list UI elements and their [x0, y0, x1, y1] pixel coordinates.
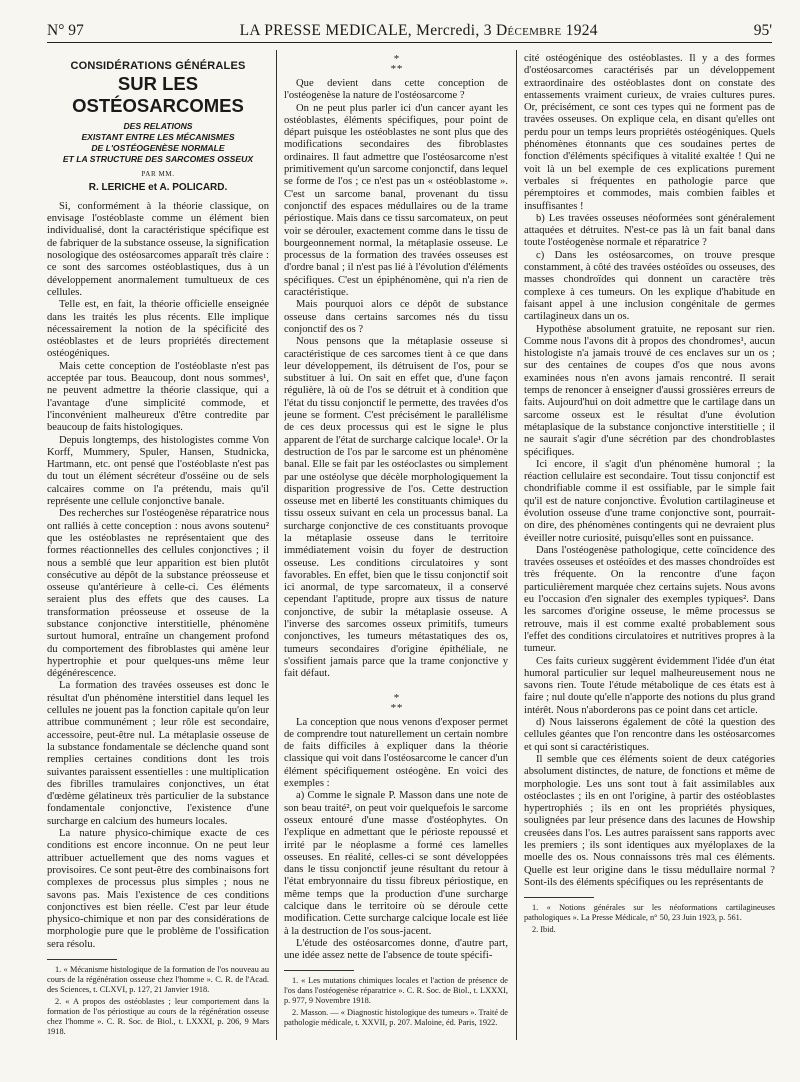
- footnote-rule: [47, 959, 117, 960]
- footnote: 2. « A propos des ostéoblastes ; leur comportement dans la formation de l'os périostique au cours de la régénération osseuse chez l'homme ». C. R. Soc. de Biol., t. LXXXI, p. 206, 9 Mars 1918.: [47, 997, 269, 1036]
- paragraph: cité ostéogénique des ostéoblastes. Il y a des formes d'ostéosarcomes caractérisés par un développement extraordinaire des ostéoblastes dont on constate des entassements vraiment curieux, de vraies cultures pures. Or, précisément, ce sont ces types qui ne forment pas de travées osseuses. On explique cela, en disant qu'elles ont perdu pour un temps leurs propriétés ostéogéniques. Quels phénomènes étonnants que ces soudaines pertes de fonction d'éléments spécifiques à vitalité exaltée ! Qui ne voit là un bel exemple de ces explications purement verbales si fréquentes en pathologie parce que péremptoires et commodes, mais combien faibles et insuffisantes !: [524, 53, 775, 212]
- subtitle-line-1: DES RELATIONS: [123, 121, 193, 132]
- article-kicker: CONSIDÉRATIONS GÉNÉRALES: [70, 60, 246, 72]
- journal-date: Décembre 1924: [495, 22, 598, 39]
- paragraph: Des recherches sur l'ostéogenèse réparatrice nous ont ralliés à cette conception : nous avons soutenu² que les ostéoblastes ne représentaient que des formes réactionnelles des cellules conjonctives ; il nous a semblé que leur apparition est bien plutôt consécutive au dépôt de la substance préosseuse et osseuse qu'antérieure à celle-ci. Ces éléments seraient plus des effets que des causes. La transformation préosseuse et osseuse de la substance conjonctive interstitielle, phénomène surtout humoral, entraîne un changement profond du comportement des fibroblastes qui amène leur hypertrophie et pour quelques-uns même leur dégénérescence.: [47, 508, 269, 680]
- subtitle-line-4: ET LA STRUCTURE DES SARCOMES OSSEUX: [62, 154, 254, 165]
- paragraph: Nous pensons que la métaplasie osseuse si caractéristique de ces sarcomes tient à ce que dans leur développement, ils détruisent de l'os, pour se substituer à lui. On sait en effet que, d'une façon régulière, là où de l'os se détruit et à condition que l'état du tissu conjonctif le permette, des travées d'os jeune se forment. C'est précisément le parallélisme de ces deux processus qui est le signe le plus apparent de l'état de surcharge calcique locale¹. Or la destruction de l'os par le sarcome est un phénomène banal. Elle se fait par les ostéoclastes ou simplement par une ostéolyse que décèle morphologiquement la disparition progressive de l'os. Cette destruction osseuse met en liberté les constituants chimiques du tissu osseux suivant en cela un processus banal. La surcharge conjonctive de ces constituants provoque la métaplasie osseuse dans le territoire immédiatement voisin du foyer de destruction osseuse. Les conditions circulatoires y sont favorables. En effet, bien que le tissu conjonctif soit ici anormal, de type sarcomateux, il a conservé cependant l'aptitude, propre aux tissus de nature conjonctive, de subir la métaplasie osseuse. A l'inverse des sarcomes osseux primitifs, tumeurs conjonctives, les tumeurs métastatiques des os, tumeurs secondaires d'origine épithéliale, ne s'ossifient jamais parce que la trame conjonctive y fait défaut.: [284, 336, 508, 680]
- header-rule: [47, 42, 772, 43]
- journal-name: LA PRESSE MEDICALE, Mercredi, 3: [239, 22, 492, 39]
- page-header: [47, 22, 772, 40]
- footnote: 1. « Mécanisme histologique de la formation de l'os nouveau au cours de la régénération osseuse chez l'homme ». C. R. de l'Acad. des Sciences, t. CLXVI, p. 127, 21 Janvier 1918.: [47, 965, 269, 994]
- paragraph: d) Nous laisserons également de côté la question des cellules géantes que l'on rencontre dans les ostéosarcomes et qui sont si caractéristiques.: [524, 717, 775, 753]
- issue-number: N° 97: [47, 22, 84, 39]
- paragraph: c) Dans les ostéosarcomes, on trouve presque constamment, à côté des travées ostéoïdes ou osseuses, des masses chondroïdes qui donnent un caractère très complexe à ces tumeurs. On les explique d'habitude en faisant appel à une inclusion congénitale de germes cartilagineux dans un os.: [524, 249, 775, 323]
- section-stars: * * *: [390, 53, 402, 75]
- journal-title: [240, 22, 598, 40]
- column-1: [47, 50, 269, 1050]
- footnote: 2. Ibid.: [532, 925, 556, 935]
- article-subtitle: [47, 121, 269, 165]
- paragraph: La conception que nous venons d'exposer permet de comprendre tout naturellement un certain nombre de faits difficiles à expliquer dans la théorie classique qui voit dans l'ostéosarcome le cancer d'un élément spécifiquement ostéogène. En voici des exemples :: [284, 716, 508, 790]
- article-authors: R. LERICHE et A. POLICARD.: [88, 181, 228, 193]
- subtitle-line-3: DE L'OSTÉOGENÈSE NORMALE: [91, 143, 225, 154]
- footnote: 1. « Les mutations chimiques locales et l'action de présence de l'os dans l'ostéogenèse réparatrice ». C. R. Soc. de Biol., t. LXXXI, p. 977, 9 Novembre 1918.: [284, 976, 508, 1006]
- footnote-rule: [284, 970, 354, 971]
- footnote: 1. « Notions générales sur les néoformations cartilagineuses pathologiques ». La Presse Médicale, n° 50, 23 Juin 1923, p. 561.: [524, 903, 775, 923]
- subtitle-line-2: EXISTANT ENTRE LES MÉCANISMES: [81, 132, 235, 143]
- paragraph: Si, conformément à la théorie classique, on envisage l'ostéoblaste comme un élément bien individualisé, dont la caractéristique spécifique est de fabriquer de la substance osseuse, la signification nosologique des ostéosarcomes apparaît très claire : ce sont des sarcomes ostéoblastiques, dus à un développement anormalement tumultueux de ces cellules.: [47, 200, 269, 298]
- article-title: SUR LES OSTÉOSARCOMES: [72, 73, 244, 117]
- paragraph: Ces faits curieux suggèrent évidemment l'idée d'un état humoral particulier sur lequel malheureusement nous ne savons rien. Toute l'étude métabolique de ces états est à faire ; nul doute qu'elle n'apporte des notions du plus grand intérêt. Nous n'aborderons pas ce point dans cet article.: [524, 655, 775, 716]
- paragraph: Dans l'ostéogenèse pathologique, cette coïncidence des travées osseuses et ostéoïdes et des masses chondroïdes est très fréquente. On la rencontre d'une façon particulièrement marquée chez certains sujets. Nous avons eu l'occasion d'en signaler des exemples typiques². Dans les sarcomes d'origine osseuse, le même processus se retrouve, mais il est comme exalté probablement sous l'effet des conditions circulatoires et nutritives propres à la tumeur.: [524, 544, 775, 655]
- paragraph: Hypothèse absolument gratuite, ne reposant sur rien. Comme nous l'avons dit à propos des chondromes¹, aucun histologiste n'a jamais trouvé de ces enclaves sur un os ; sur des centaines de coupes d'os que nous avons examinées nous n'en avons jamais rencontré. Il serait temps de renoncer à enseigner d'aussi grossières erreurs de faits. Aujourd'hui on doit admettre que le cartilage dans un sarcome osseux est le résultat d'une évolution métaplasique de la substance conjonctive interstitielle ; il ne saurait s'agir d'une sécrétion par des chondroblastes spécifiques.: [524, 323, 775, 458]
- paragraph: On ne peut plus parler ici d'un cancer ayant les ostéoblastes, éléments spécifiques, pour point de départ puisque les ostéoblastes ne sont plus que des modifications secondaires des fibroblastes ordinaires. Il faut admettre que l'ostéosarcome n'est primitivement qu'un sarcome conjonctif, dans lequel se forme de l'os ; ce n'est pas un « ostéoblastome ». C'est un sarcome banal, provenant du tissu conjonctif des espaces médullaires ou de la trame périostique. Mais dans ce tissu sarcomateux, on peut voir se dérouler, exactement comme dans le tissu de bourgeonnement normal, la métaplasie osseuse. Le processus de la formation des travées osseuses est d'ordre banal ; il n'est pas lié à l'évolution d'éléments spécifiques. C'est un épiphénomène, qui n'a rien de caractéristique.: [284, 102, 508, 299]
- paragraph: Ici encore, il s'agit d'un phénomène humoral ; la réaction cellulaire est secondaire. Tout tissu conjonctif est chondrifiable comme il est ossifiable, par le simple fait qu'il est de nature conjonctive. Évolution cartilagineuse et évolution osseuse d'une trame conjonctive sont, pourrait-on dire, des phénomènes contingents qui ne devraient plus éveiller notre curiosité, puisqu'elles sont en puissance.: [524, 458, 775, 544]
- column-2: [284, 50, 508, 1050]
- section-stars: * * *: [390, 691, 402, 714]
- footnote: 2. Masson. — « Diagnostic histologique des tumeurs ». Traité de pathologie médicale, t. XXVII, p. 207. Maloine, éd. Paris, 1922.: [284, 1008, 508, 1028]
- paragraph: Que devient dans cette conception de l'ostéogenèse la nature de l'ostéosarcome ?: [284, 78, 508, 102]
- paragraph: Mais cette conception de l'ostéoblaste n'est pas acceptée par tous. Beaucoup, dont nous sommes¹, ne peuvent admettre la théorie classique, qui a l'avantage d'une simplicité commode, et l'inconvénient malheureux d'être contredite par beaucoup de faits histologiques.: [47, 360, 269, 434]
- paragraph: La nature physico-chimique exacte de ces conditions est encore inconnue. On ne peut leur attribuer actuellement que des noms vagues et provisoires. Ce sont peut-être des combinaisons fort complexes de processus plus simples ; nous ne savons pas. Mais l'existence de ces conditions conjonctives est bien réelle. C'est par leur étude physico-chimique et non par des considérations de morphologie pure que le problème de l'ossification sera résolu.: [47, 828, 269, 950]
- paragraph: La formation des travées osseuses est donc le résultat d'un phénomène interstitiel dans lequel les cellules ne jouent pas la fonction capitale qu'on leur attribue communément ; leur rôle est secondaire, accessoire, peut-être nul. La métaplasie osseuse de la substance fondamentale se déclenche quand sont remplies certaines conditions dont les trois suivantes paraissent essentielles : une multiplication des fibrilles tramulaires conjonctives, un état d'œdème gélatineux très particulier de la substance fondamentale conjonctive, l'existence d'une surcharge en calcium des humeurs locales.: [47, 680, 269, 827]
- par-mm: PAR MM.: [141, 170, 175, 179]
- column-divider: [516, 50, 517, 1040]
- page-number: 95': [753, 22, 772, 39]
- footnote-rule: [524, 897, 594, 898]
- paragraph: Mais pourquoi alors ce dépôt de substance osseuse dans certains sarcomes nés du tissu conjonctif des os ?: [284, 299, 508, 335]
- column-divider: [276, 50, 277, 1040]
- paragraph: Telle est, en fait, la théorie officielle enseignée dans les traités les plus récents. Elle implique nécessairement la notion de la spécificité des ostéoblastes et de leurs propriétés directement ostéogéniques.: [47, 299, 269, 360]
- paragraph: a) Comme le signale P. Masson dans une note de son beau traité², on peut voir quelquefois le sarcome osseux entouré d'une masse d'ostéophytes. On l'explique en admettant que le périoste repoussé et irrité par le néoplasme a formé ces lamelles osseuses. En réalité, celles-ci se sont développées dans le tissu conjonctif jeune résultant du retour à l'état embryonnaire du tissu fibreux périostique, en même temps que la production d'une surcharge calcique dans le territoire où se déroule cette modification. Cette surcharge calcique locale est liée à la destruction de l'os sous-jacent.: [284, 790, 508, 937]
- paragraph: L'étude des ostéosarcomes donne, d'autre part, une idée assez nette de l'absence de toute spécifi-: [284, 937, 508, 962]
- paragraph: b) Les travées osseuses néoformées sont généralement attaquées et détruites. N'est-ce pas là un fait banal dans toute l'ostéogenèse normale et réparatrice ?: [524, 212, 775, 249]
- paragraph: Depuis longtemps, des histologistes comme Von Korff, Mummery, Spuler, Hansen, Studnicka, Hartmann, etc. ont pensé que l'ostéoblaste n'est pas du tout un élément sécréteur d'osséine ou de sels calcaires comme on l'a prétendu, mais qu'il représente une cellule conjonctive banale.: [47, 434, 269, 508]
- column-3: [524, 53, 775, 1053]
- paragraph: Il semble que ces éléments soient de deux catégories absolument distinctes, de nature, de fonctions et même de morphologie. Les uns sont tout à fait assimilables aux ostéoclastes ; ils en ont l'origine, à partir des ostéoblastes hypertrophiés ; ils en ont les propriétés physiques, soulignées par leur présence dans des lacunes de Howship creusées dans l'os. Les autres paraissent sans rapports avec les premiers ; ils sont identiques aux myéloplaxes de la moelle des os. Nous connaissons très mal ces éléments. Quelle est leur origine dans le tissu médullaire normal ? Sont-ils des éléments spécifiques ou les représentants de: [524, 753, 775, 888]
